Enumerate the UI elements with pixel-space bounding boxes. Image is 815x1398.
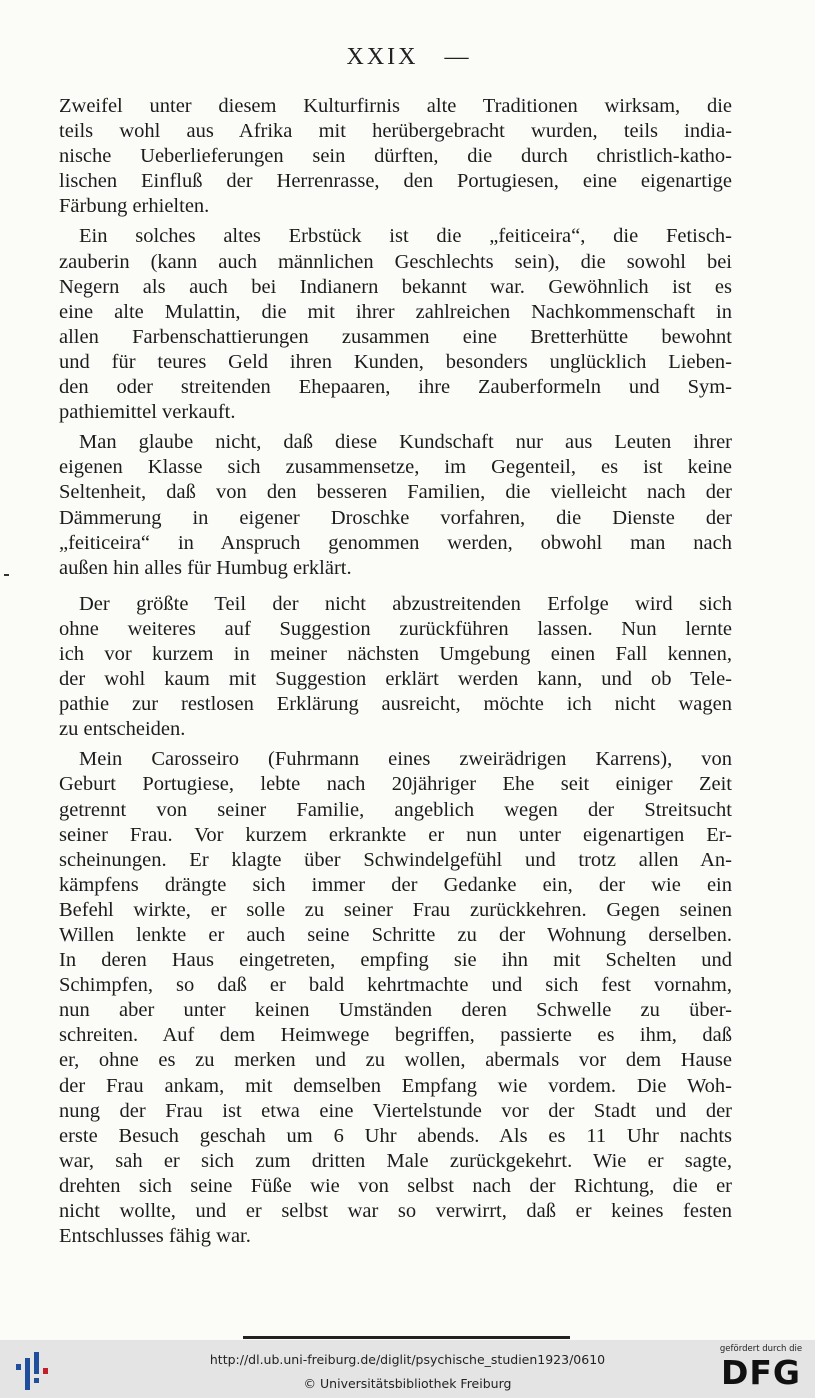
text-line: war, sah er sich zum dritten Male zurückgekehrt. Wie er sagte, (59, 1149, 732, 1172)
text-line: Der größte Teil der nicht abzustreitenden Erfolge wird sich (79, 592, 732, 615)
margin-mark (4, 574, 9, 576)
text-line: kämpfens drängte sich immer der Gedanke ein, der wie ein (59, 873, 732, 896)
text-line: schreiten. Auf dem Heimwege begriffen, passierte es ihm, daß (59, 1024, 732, 1047)
text-line: pathie zur restlosen Erklärung ausreicht, möchte ich nicht wagen (59, 693, 732, 716)
text-line: den oder streitenden Ehepaaren, ihre Zauberformeln und Sym- (59, 376, 732, 399)
text-line: und für teures Geld ihren Kunden, besonders unglücklich Lieben- (59, 350, 732, 373)
text-line: seiner Frau. Vor kurzem erkrankte er nun unter eigenartigen Er- (59, 823, 732, 846)
text-line: In deren Haus eingetreten, empfing sie ihn mit Schelten und (59, 949, 732, 972)
text-line: Man glaube nicht, daß diese Kundschaft nur aus Leuten ihrer (79, 431, 732, 454)
text-line: Zweifel unter diesem Kulturfirnis alte Traditionen wirksam, die (59, 95, 732, 117)
text-line: pathiemittel verkauft. (59, 401, 236, 424)
text-line: zauberin (kann auch männlichen Geschlechts sein), die sowohl bei (59, 250, 732, 273)
paragraph-2 (59, 224, 732, 425)
text-line: Befehl wirkte, er solle zu seiner Frau zurückkehren. Gegen seinen (59, 898, 732, 921)
text-line: Willen lenkte er auch seine Schritte zu der Wohnung derselben. (59, 924, 732, 946)
text-line: erste Besuch geschah um 6 Uhr abends. Als es 11 Uhr nachts (59, 1124, 732, 1147)
text-line: außen hin alles für Humbug erklärt. (59, 556, 352, 579)
text-line: Negern als auch bei Indianern bekannt war. Gewöhnlich ist es (59, 275, 732, 298)
text-line: Schimpfen, so daß er bald kehrtmachte und sich fest vornahm, (59, 974, 732, 997)
paragraph-3 (59, 430, 732, 581)
text-line: Ein solches altes Erbstück ist die „feiticeira“, die Fetisch- (79, 225, 732, 248)
text-line: der Frau ankam, mit demselben Empfang wie vordem. Die Woh- (59, 1074, 732, 1097)
text-line: eine alte Mulattin, die mit ihrer zahlreichen Nachkommenschaft in (59, 300, 732, 323)
dfg-logo[interactable]: DFG (720, 1353, 802, 1392)
text-line: teils wohl aus Afrika mit herübergebracht wurden, teils india- (59, 120, 732, 143)
dfg-caption: gefördert durch die (719, 1344, 803, 1354)
paragraph-5 (59, 747, 732, 1249)
text-line: „feiticeira“ in Anspruch genommen werden, obwohl man nach (59, 531, 732, 554)
text-line: zu entscheiden. (59, 718, 186, 741)
page-header (0, 44, 815, 71)
page-number: XXIX (346, 44, 419, 70)
header-dash: — (444, 44, 469, 70)
text-line: er, ohne es zu merken und zu wollen, abermals vor dem Hause (59, 1049, 732, 1072)
text-line: Färbung erhielten. (59, 195, 210, 218)
text-line: nicht wollte, und er selbst war so verwirrt, daß er keines festen (59, 1200, 732, 1223)
text-line: Seltenheit, daß von den besseren Familien, die vielleicht nach der (59, 481, 732, 504)
text-line: drehten sich seine Füße wie von selbst nach der Richtung, die er (59, 1174, 732, 1197)
text-line: der wohl kaum mit Suggestion erklärt werden kann, und ob Tele- (59, 668, 732, 691)
text-line: eigenen Klasse sich zusammensetze, im Gegenteil, es ist keine (59, 456, 732, 479)
text-line: nische Ueberlieferungen sein dürften, die durch christlich-katho- (59, 145, 732, 168)
text-line: Entschlusses fähig war. (59, 1225, 251, 1248)
permalink-url[interactable]: http://dl.ub.uni-freiburg.de/diglit/psychische_studien1923/0610 (209, 1352, 606, 1367)
text-line: Dämmerung in eigener Droschke vorfahren, die Dienste der (59, 506, 732, 529)
text-line: Mein Carosseiro (Fuhrmann eines zweirädrigen Karrens), von (79, 748, 732, 771)
bottom-rule (243, 1336, 570, 1339)
text-line: getrennt von seiner Familie, angeblich wegen der Streitsucht (59, 798, 732, 821)
body-text (59, 94, 732, 1254)
text-line: Geburt Portugiese, lebte nach 20jähriger Ehe seit einiger Zeit (59, 773, 732, 796)
text-line: lischen Einfluß der Herrenrasse, den Portugiesen, eine eigenartige (59, 170, 732, 193)
paragraph-4 (59, 592, 732, 743)
text-line: nun aber unter keinen Umständen deren Schwelle zu über- (59, 999, 732, 1022)
text-line: ohne weiteres auf Suggestion zurückführen lassen. Nun lernte (59, 617, 732, 640)
viewer-footer (0, 1340, 815, 1398)
text-line: ich vor kurzem in meiner nächsten Umgebung einen Fall kennen, (59, 642, 732, 665)
text-line: nung der Frau ist etwa eine Viertelstunde vor der Stadt und der (59, 1099, 732, 1122)
copyright-notice: © Universitätsbibliothek Freiburg (303, 1376, 512, 1391)
text-line: scheinungen. Er klagte über Schwindelgefühl und trotz allen An- (59, 848, 732, 871)
paragraph-1 (59, 94, 732, 219)
text-line: allen Farbenschattierungen zusammen eine Bretterhütte bewohnt (59, 325, 732, 348)
